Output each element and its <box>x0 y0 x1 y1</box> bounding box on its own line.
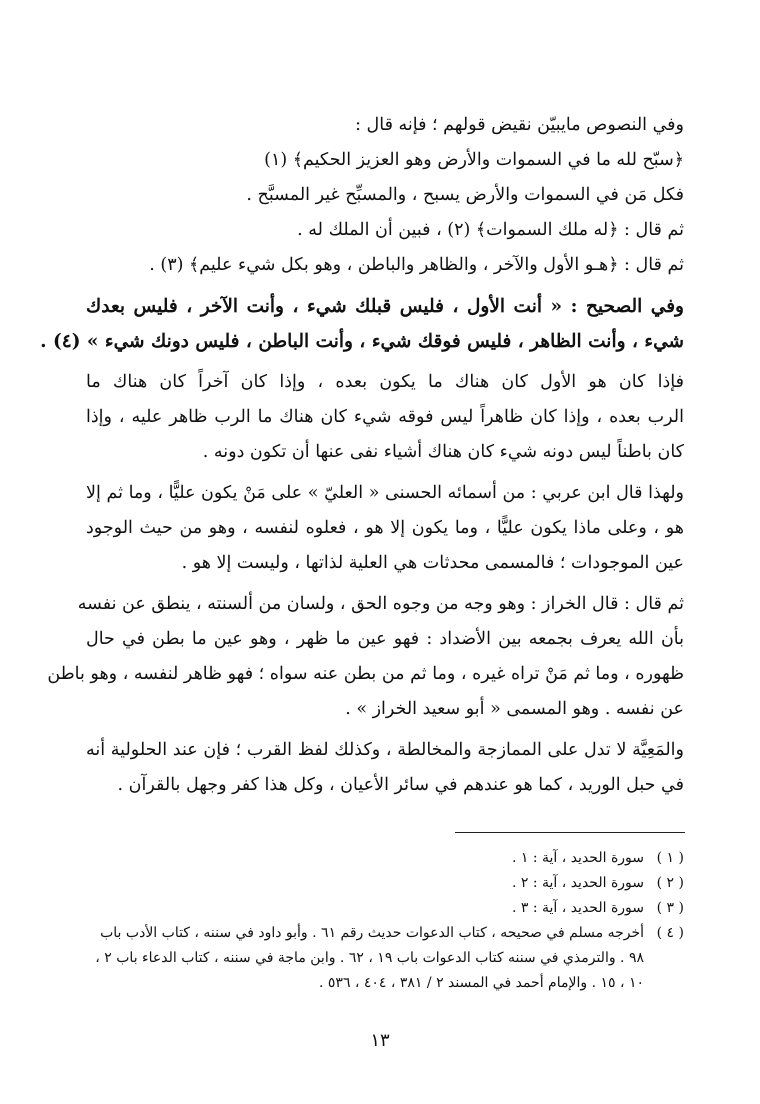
footnote-number: ( ٢ ) <box>656 875 684 891</box>
text-line: الرب بعده ، وإذا كان ظاهراً ليس فوقه شيء كان هناك ما الرب ظاهر عليه ، وإذا <box>86 407 684 427</box>
text-line: بأن الله يعرف بجمعه بين الأضداد : فهو عين ما ظهر ، وهو عين ما بطن في حال <box>86 629 684 649</box>
text-line: ثم قال : ﴿هـو الأول والآخر ، والظاهر والباطن ، وهو بكل شيء عليم﴾ (٣) . <box>149 255 684 275</box>
footnote-text: سورة الحديد ، آية : ٢ . <box>511 875 644 891</box>
footnote-text: سورة الحديد ، آية : ٣ . <box>511 900 644 916</box>
text-line: عين الموجودات ؛ فالمسمى محدثات هي العلية لذاتها ، وليست إلا هو . <box>181 553 684 573</box>
footnote-continuation: ١٠ ، ١٥ . والإمام أحمد في المسند ٢ / ٣٨١ ، ٤٠٤ ، ٥٣٦ . <box>319 975 644 991</box>
text-line: ثم قال : قال الخراز : وهو وجه من وجوه الحق ، ولسان من ألسنته ، ينطق عن نفسه <box>77 594 684 614</box>
footnote-item <box>86 896 684 921</box>
footnote-item <box>86 846 684 871</box>
text-line: ﴿سبّح لله ما في السموات والأرض وهو العزيز الحكيم﴾ (١) <box>264 150 684 170</box>
page-number: ١٣ <box>370 1030 390 1051</box>
text-line: ثم قال : ﴿له ملك السموات﴾ (٢) ، فبين أن الملك له . <box>297 220 684 240</box>
footnotes <box>86 846 684 996</box>
text-line: فكل مَن في السموات والأرض يسبح ، والمسبِّح غير المسبَّح . <box>246 185 684 205</box>
footnote-item <box>86 921 684 946</box>
text-line: في حبل الوريد ، كما هو عندهم في سائر الأعيان ، وكل هذا كفر وجهل بالقرآن . <box>117 775 684 795</box>
text-line: والمَعِيَّة لا تدل على الممازجة والمخالطة ، وكذلك لفظ القرب ؛ فإن عند الحلولية أنه <box>86 740 684 760</box>
footnote-text: سورة الحديد ، آية : ١ . <box>511 850 644 866</box>
text-line: فإذا كان هو الأول كان هناك ما يكون بعده ، وإذا كان آخراً كان هناك ما <box>86 372 684 392</box>
footnote-number: ( ٣ ) <box>656 900 684 916</box>
footnote-item <box>86 871 684 896</box>
footnote-continuation: ٩٨ . والترمذي في سننه كتاب الدعوات باب ١٩ ، ٦٢ . وابن ماجة في سننه ، كتاب الدعاء باب ٢ ، <box>95 950 644 966</box>
text-line: عن نفسه . وهو المسمى « أبو سعيد الخراز » . <box>345 699 684 719</box>
text-line: ظهوره ، وما ثم مَنْ تراه غيره ، وما ثم من بطن عنه سواه ؛ فهو ظاهر لنفسه ، وهو باطن <box>47 664 684 684</box>
text-line: وفي النصوص مايبيّن نقيض قولهم ؛ فإنه قال : <box>355 115 684 135</box>
footnote-text: أخرجه مسلم في صحيحه ، كتاب الدعوات حديث رقم ٦١ . وأبو داود في سننه ، كتاب الأدب باب <box>100 925 644 941</box>
footnote-number: ( ٤ ) <box>656 925 684 941</box>
text-line: كان باطناً ليس دونه شيء كان هناك أشياء نفى عنها أن تكون دونه . <box>202 442 684 462</box>
text-line: هو ، وعلى ماذا يكون عليًّا ، وما يكون إلا هو ، فعلوه لنفسه ، وهو من حيث الوجود <box>86 518 684 538</box>
footnote-divider <box>455 832 685 833</box>
text-line: وفي الصحيح : « أنت الأول ، فليس قبلك شيء ، وأنت الآخر ، فليس بعدك <box>86 296 684 317</box>
footnote-number: ( ١ ) <box>656 850 684 866</box>
text-line: ولهذا قال ابن عربي : من أسمائه الحسنى « العليّ » على مَنْ يكون عليًّا ، وما ثم إلا <box>86 483 684 503</box>
main-text <box>40 108 684 803</box>
text-line: شيء ، وأنت الظاهر ، فليس فوقك شيء ، وأنت الباطن ، فليس دونك شيء » (٤) . <box>40 331 684 352</box>
